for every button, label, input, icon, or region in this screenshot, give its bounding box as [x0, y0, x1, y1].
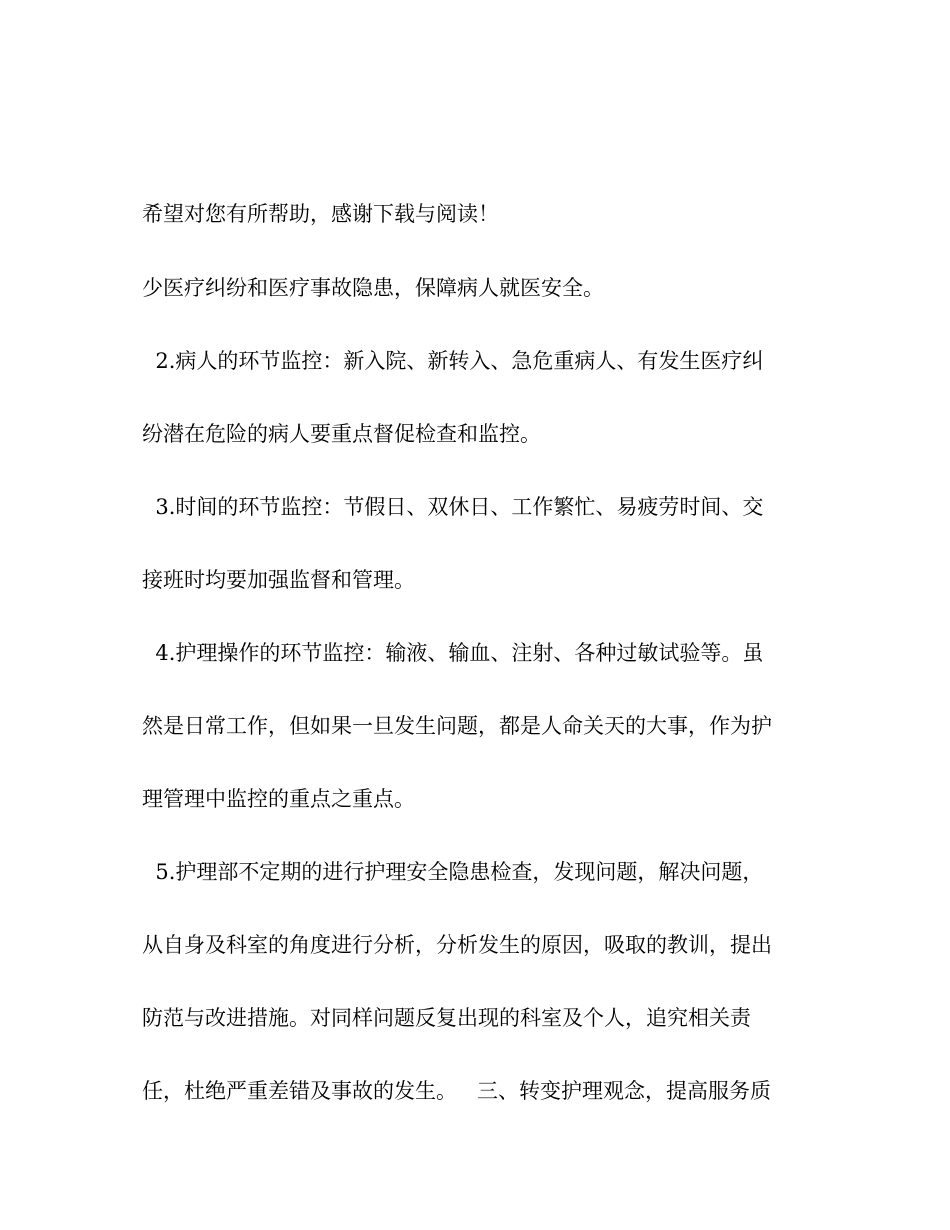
text-line: 少医疗纠纷和医疗事故隐患，保障病人就医安全。 — [142, 276, 604, 300]
text-line: 2.病人的环节监控：新入院、新转入、急危重病人、有发生医疗纠 — [142, 349, 764, 373]
text-line: 纷潜在危险的病人要重点督促检查和监控。 — [142, 422, 541, 446]
text-line: 然是日常工作，但如果一旦发生问题，都是人命关天的大事，作为护 — [142, 714, 772, 738]
text-line: 任，杜绝严重差错及事故的发生。 三、转变护理观念，提高服务质 — [142, 1079, 772, 1103]
text-line: 防范与改进措施。对同样问题反复出现的科室及个人，追究相关责 — [142, 1006, 751, 1030]
text-line: 希望对您有所帮助，感谢下载与阅读！ — [142, 202, 499, 226]
text-line: 理管理中监控的重点之重点。 — [142, 787, 415, 811]
text-line: 从自身及科室的角度进行分析，分析发生的原因，吸取的教训，提出 — [142, 933, 772, 957]
text-line: 3.时间的环节监控：节假日、双休日、工作繁忙、易疲劳时间、交 — [142, 495, 764, 519]
text-line: 4.护理操作的环节监控：输液、输血、注射、各种过敏试验等。虽 — [142, 641, 764, 665]
text-line: 5.护理部不定期的进行护理安全隐患检查，发现问题，解决问题， — [142, 860, 764, 884]
text-line: 接班时均要加强监督和管理。 — [142, 568, 415, 592]
